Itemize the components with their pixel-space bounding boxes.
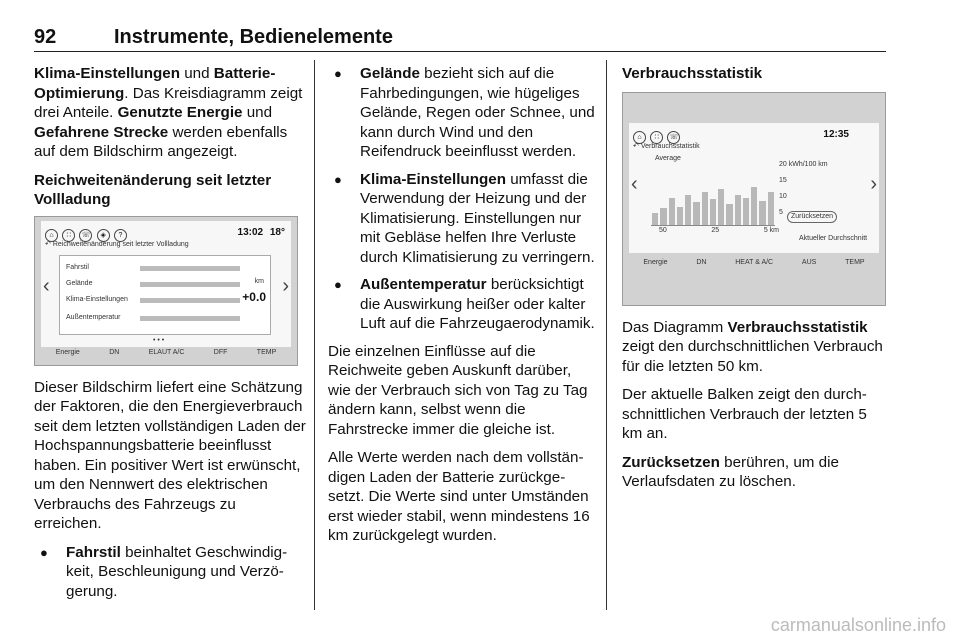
climate-item[interactable]: DFF: [213, 348, 228, 356]
status-bar: [238, 223, 285, 243]
tick-label: 5: [779, 208, 783, 216]
climate-item[interactable]: TEMP: [256, 348, 277, 356]
phone-icon: ☏: [79, 229, 92, 242]
home-icon: ⌂: [45, 229, 58, 242]
text: berücksichtigt die Auswirkung heißer oder kalter Luft auf die Fahrzeugaerodynamik.: [360, 276, 595, 332]
body-paragraph: Die einzelnen Einflüsse auf die Reichweite geben Auskunft darüber, wie der Verbrauch sich von Tag zu Tag ändern kann, selbst wenn die Fahrstrecke immer die gleiche ist.: [328, 342, 588, 438]
text: berühren, um die Verlaufsdaten zu löschen.: [622, 453, 839, 490]
term-strecke: Gefahrene Strecke: [34, 123, 169, 141]
text: Das Diagramm: [622, 318, 728, 336]
text: und: [180, 65, 214, 82]
factor-panel: [59, 255, 271, 335]
term: Verbrauchsstatistik: [727, 318, 868, 336]
term: Klima-Einstellungen: [360, 170, 506, 188]
intro-paragraph: [34, 64, 306, 162]
bar: [669, 198, 675, 225]
climate-item[interactable]: DN: [696, 258, 707, 266]
screen-title-text: Verbrauchsstatistik: [640, 142, 700, 150]
outside-temp: 18°: [269, 226, 285, 238]
tick-label: 5 km: [763, 226, 779, 234]
list-item: [34, 543, 306, 602]
header-divider: [34, 51, 886, 52]
factor-bar: [140, 266, 240, 271]
text: umfasst die Verwendung der Heizung und der Klimatisierung. Einstellungen nur mit Gebläse helfen Ihre Verluste durch Klimatisierung zu verringern.: [360, 170, 595, 266]
term: Außentemperatur: [360, 276, 487, 293]
nav-icon: ◈: [97, 229, 110, 242]
chevron-right-icon[interactable]: ›: [282, 274, 289, 297]
climate-item[interactable]: HEAT & A/C: [735, 258, 774, 266]
text: zeigt den durchschnittlichen Verbrauch für die letzten 50 km.: [622, 338, 883, 375]
climate-item[interactable]: DN: [109, 348, 120, 356]
screen: [41, 221, 291, 347]
term: Fahrstil: [66, 543, 121, 561]
legend-label: Average: [655, 154, 681, 162]
watermark: carmanualsonline.info: [770, 615, 946, 635]
bar: [677, 207, 683, 225]
climate-item[interactable]: TEMP: [845, 258, 865, 266]
section-heading: Reichweitenänderung seit letzter Vollladung: [34, 171, 272, 208]
range-change-screenshot: [34, 216, 298, 366]
screen-title: [633, 143, 700, 151]
apps-icon: ∷: [650, 131, 663, 144]
bar: [759, 201, 765, 225]
text: bezieht sich auf die Fahrbedingungen, wie hügeliges Gelände, Regen oder Schnee, und kann durch Wind und den Reifendruck beeinflusst werden.: [360, 65, 595, 160]
screen-title-text: Reichweitenänderung seit letzter Vollladung: [52, 240, 189, 248]
factor-bar: [140, 282, 240, 287]
list-item: [328, 170, 596, 268]
chevron-left-icon[interactable]: ‹: [43, 274, 50, 297]
body-paragraph: Der aktuelle Balken zeigt den durchschnittlichen Verbrauch der letzten 5 km an.: [622, 386, 867, 442]
home-icon: ⌂: [633, 131, 646, 144]
unit-label: km: [254, 277, 264, 285]
factor-bar: [140, 298, 240, 303]
top-icons: [633, 125, 680, 145]
bar: [702, 192, 708, 225]
term-klima: Klima-Einstellungen: [34, 65, 180, 82]
range-value: +0.0: [242, 289, 266, 304]
page-number: 92: [34, 26, 57, 48]
chart-area: [651, 155, 775, 226]
apps-icon: ∷: [62, 229, 75, 242]
tick-label: 50: [659, 226, 667, 234]
page-header: [34, 26, 886, 54]
bar: [710, 199, 716, 224]
row-label: Fahrstil: [66, 263, 89, 271]
help-icon: ?: [114, 229, 127, 242]
y-axis: [779, 161, 828, 217]
clock: 12:35: [823, 128, 849, 140]
list-item: [328, 275, 596, 334]
text: . Das Kreisdiagramm zeigt drei Anteile.: [34, 84, 303, 121]
bar: [652, 213, 658, 225]
bar: [660, 208, 666, 225]
bar: [768, 192, 774, 225]
body-paragraph: Dieser Bildschirm liefert eine Schätzung der Faktoren, die den Energieverbrauch seit dem letzten vollständigen Laden der Hochspannungsbatterie beeinflusst haben. Ein positiver Wert ist erwünscht, um den Nennwert des elektrischen Verbrauchs des Fahrzeugs zu erreichen.: [34, 378, 306, 532]
climate-item[interactable]: ELAUT A/C: [148, 348, 185, 356]
climate-bar: [41, 349, 291, 357]
text: und: [242, 104, 273, 121]
bar: [693, 202, 699, 225]
bar: [726, 204, 732, 225]
list-item: [328, 64, 596, 162]
chevron-right-icon[interactable]: ›: [870, 172, 877, 195]
climate-bar: [629, 259, 879, 267]
column-divider-2: [606, 60, 607, 610]
consumption-screenshot: [622, 92, 886, 306]
energy-button[interactable]: Energie: [55, 348, 80, 356]
tick-label: 25: [711, 226, 720, 234]
text: beinhaltet Geschwindigkeit, Beschleunigung und Verzögerung.: [66, 543, 288, 600]
energy-button[interactable]: Energie: [643, 258, 668, 266]
factor-bar: [140, 316, 240, 321]
column-1: [34, 64, 306, 609]
bullet-list: [34, 543, 306, 602]
bar: [735, 195, 741, 225]
bar-series: [651, 165, 775, 225]
current-average-label: Aktueller Durchschnitt: [799, 234, 868, 242]
back-icon[interactable]: ↶: [45, 240, 51, 248]
body-paragraph: Alle Werte werden nach dem vollständigen Laden der Batterie zurückgesetzt. Die Werte sind unter Umständen erst wieder stabil, wenn mindestens 16 km zurückgelegt wurden.: [328, 449, 590, 544]
screen: [629, 123, 879, 253]
row-label: Klima-Einstellungen: [66, 295, 128, 303]
screen-title: [45, 241, 189, 249]
page-title: Instrumente, Bedienelemente: [114, 26, 393, 48]
bar: [751, 187, 757, 224]
tick-label: 15: [779, 176, 787, 184]
term-energie: Genutzte Energie: [117, 104, 243, 121]
term-batterie: Batterie-Optimierung: [34, 65, 276, 102]
tick-label: 20 kWh/100 km: [779, 160, 828, 168]
tick-label: 10: [779, 192, 787, 200]
clock: 13:02: [237, 226, 264, 238]
reset-button[interactable]: Zurücksetzen: [787, 211, 837, 223]
column-3: [622, 64, 890, 501]
back-icon[interactable]: ↶: [633, 142, 639, 150]
bullet-list: [328, 64, 596, 334]
page-dots: • • •: [153, 336, 165, 344]
column-2: [328, 64, 596, 555]
bar: [718, 189, 724, 225]
bar: [743, 198, 749, 225]
bar: [685, 195, 691, 225]
section-heading: Verbrauchsstatistik: [622, 65, 763, 82]
body-paragraph: [622, 453, 890, 492]
top-icons: [45, 223, 127, 243]
phone-icon: ☏: [667, 131, 680, 144]
term: Zurücksetzen: [622, 453, 720, 471]
row-label: Gelände: [66, 279, 93, 287]
chevron-left-icon[interactable]: ‹: [631, 172, 638, 195]
term: Gelände: [360, 65, 420, 82]
row-label: Außentemperatur: [66, 313, 121, 321]
climate-item[interactable]: AUS: [801, 258, 817, 266]
body-paragraph: [622, 318, 890, 377]
column-divider-1: [314, 60, 315, 610]
text: werden ebenfalls auf dem Bildschirm angezeigt.: [34, 123, 288, 160]
x-axis: [659, 227, 779, 235]
